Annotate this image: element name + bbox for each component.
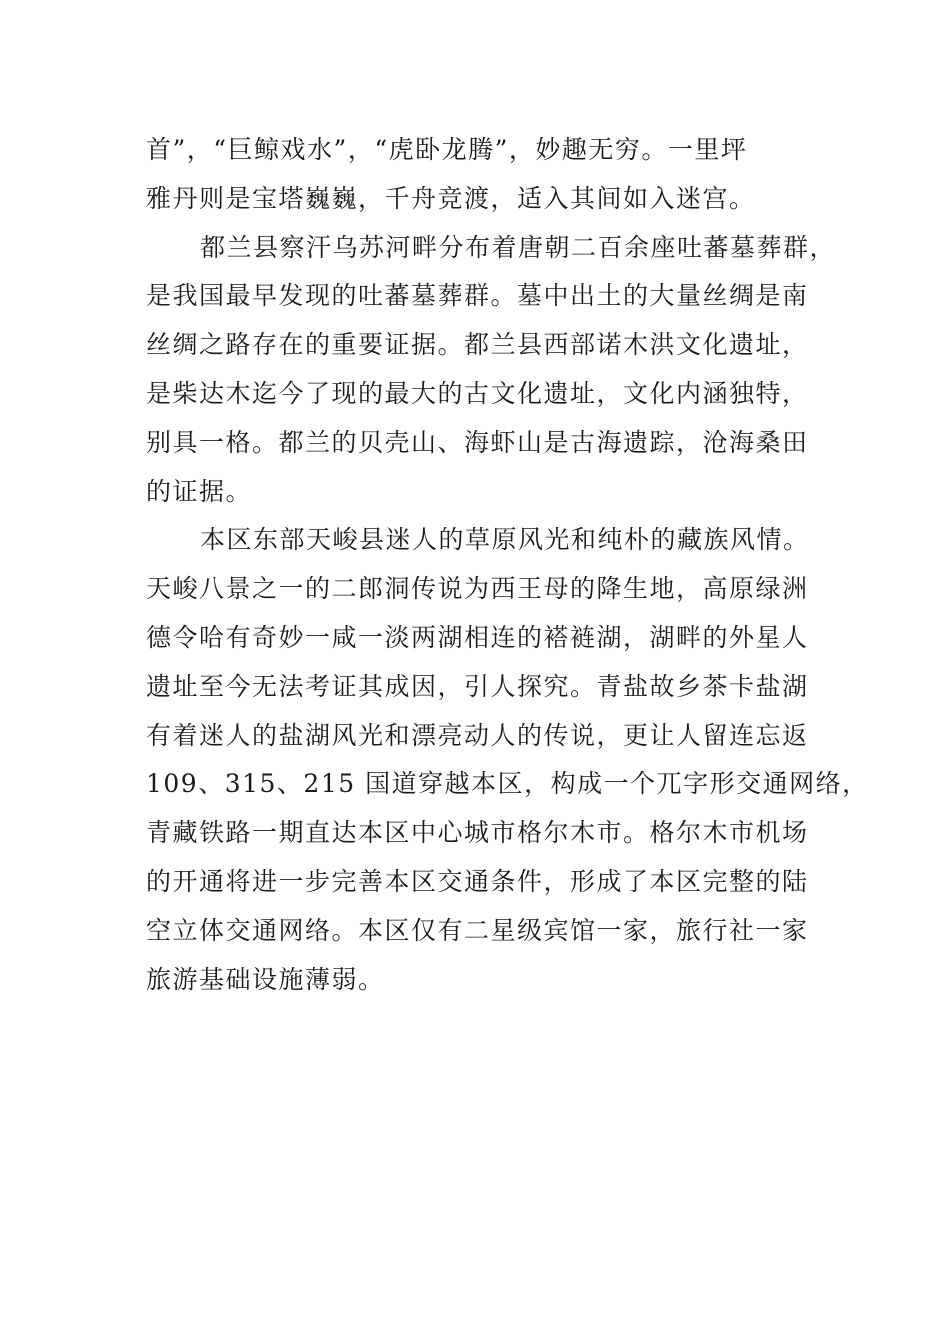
text-line: 有着迷人的盐湖风光和漂亮动人的传说，更让人留连忘返	[146, 720, 809, 750]
text-line: 德令哈有奇妙一咸一淡两湖相连的褡裢湖，湖畔的外星人	[146, 622, 809, 652]
text-line: 旅游基础设施薄弱。	[146, 964, 385, 994]
text-line: 青藏铁路一期直达本区中心城市格尔木市。格尔木市机场	[146, 818, 809, 848]
text-line: 雅丹则是宝塔巍巍，千舟竞渡，适入其间如入迷宫。	[146, 183, 756, 213]
text-line: 丝绸之路存在的重要证据。都兰县西部诺木洪文化遗址，	[146, 330, 809, 360]
text-line: 109、315、215 国道穿越本区，构成一个兀字形交通网络，	[146, 769, 869, 799]
paragraph-start-line: 都兰县察汗乌苏河畔分布着唐朝二百余座吐蕃墓葬群，	[200, 232, 837, 262]
paragraph-start-line: 本区东部天峻县迷人的草原风光和纯朴的藏族风情。	[200, 525, 810, 555]
text-line: 是柴达木迄今了现的最大的古文化遗址，文化内涵独特，	[146, 378, 809, 408]
text-line: 的证据。	[146, 476, 253, 506]
text-line: 遗址至今无法考证其成因，引人探究。青盐故乡茶卡盐湖	[146, 671, 809, 701]
text-line: 别具一格。都兰的贝壳山、海虾山是古海遗踪，沧海桑田	[146, 427, 809, 457]
body-text	[146, 126, 869, 1004]
text-line: 首”，“巨鲸戏水”，“虎卧龙腾”，妙趣无穷。一里坪	[146, 135, 748, 164]
text-line: 的开通将进一步完善本区交通条件，形成了本区完整的陆	[146, 866, 809, 896]
text-line: 是我国最早发现的吐蕃墓葬群。墓中出土的大量丝绸是南	[146, 281, 809, 311]
text-line: 天峻八景之一的二郎洞传说为西王母的降生地，高原绿洲	[146, 574, 809, 604]
text-line: 空立体交通网络。本区仅有二星级宾馆一家，旅行社一家	[146, 915, 809, 945]
